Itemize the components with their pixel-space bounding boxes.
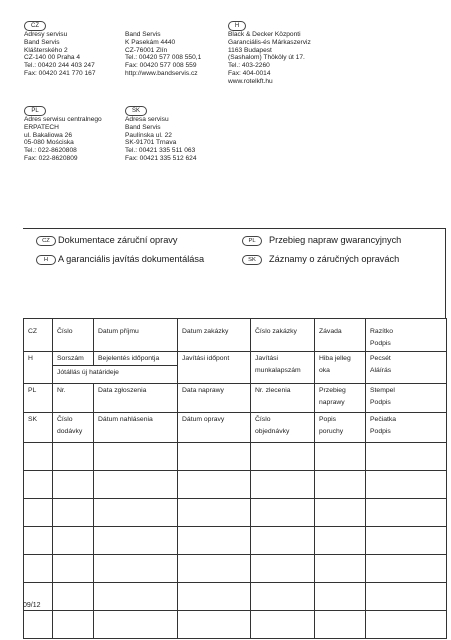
address-line: ERPATECH <box>24 123 59 131</box>
table-cell-empty <box>366 583 447 611</box>
table-cell-empty <box>315 527 366 555</box>
address-line: K Pasekám 4440 <box>125 38 176 46</box>
table-row-empty <box>24 555 447 583</box>
cell-line: Javítási <box>255 355 279 362</box>
address-line: Tel.: 00420 577 008 550,1 <box>125 54 202 62</box>
cell-header: Dátum nahlásenia <box>94 413 178 443</box>
empty-rows <box>24 443 447 639</box>
address-line: Tel.: 00421 335 511 063 <box>125 147 196 155</box>
cell-header <box>366 384 447 413</box>
table-cell-empty <box>251 611 315 639</box>
heading-cz: Dokumentace záruční opravy <box>58 235 178 245</box>
address-line: 05-080 Mościska <box>24 139 74 147</box>
cell-header <box>315 413 366 443</box>
cell-header <box>315 384 366 413</box>
table-cell-empty <box>178 611 251 639</box>
cell-line: Podpis <box>370 340 391 347</box>
cell-line: Przebieg <box>319 387 346 394</box>
table-cell-empty <box>94 499 178 527</box>
cell-h-span <box>53 352 178 384</box>
table-cell-empty <box>366 611 447 639</box>
lang-badge-sk: SK <box>125 106 147 116</box>
heading-sk: Záznamy o záručných opravách <box>269 254 400 264</box>
address-line: Fax: 00421 335 512 624 <box>125 154 197 162</box>
address-cz-zlin <box>125 31 201 78</box>
address-pl <box>24 116 102 163</box>
table-row-pl <box>24 384 447 413</box>
cell-line: dodávky <box>57 428 83 435</box>
table-row-sk <box>24 413 447 443</box>
table-cell-empty <box>315 583 366 611</box>
cell-header: Data zgłoszenia <box>94 384 178 413</box>
address-line: Tel.: 403-2260 <box>228 62 270 70</box>
address-line: Adresa servisu <box>125 116 169 123</box>
cell-header: Data naprawy <box>178 384 251 413</box>
heading-badge-cz: CZ <box>36 236 56 246</box>
heading-badge-h: H <box>36 255 56 265</box>
address-sk <box>125 116 197 163</box>
cell-header <box>251 352 315 384</box>
cell-line: Číslo <box>57 416 73 423</box>
address-line: Fax: 00420 241 770 167 <box>24 69 96 77</box>
cell-line: Pečiatka <box>370 416 397 423</box>
cell-line: Číslo <box>255 416 271 423</box>
table-cell-empty <box>94 555 178 583</box>
table-cell-empty <box>251 555 315 583</box>
table-row-h <box>24 352 447 384</box>
table-cell-empty <box>94 443 178 471</box>
cell-header: Datum příjmu <box>94 319 178 352</box>
cell-header: Dátum opravy <box>178 413 251 443</box>
table-row-empty <box>24 471 447 499</box>
heading-badge-pl: PL <box>242 236 262 246</box>
lang-badge-pl: PL <box>24 106 46 116</box>
table-cell-empty <box>94 583 178 611</box>
table-cell-empty <box>24 499 53 527</box>
cell-header <box>366 352 447 384</box>
cell-line: munkalapszám <box>255 367 301 374</box>
address-line: Fax: 022-8620809 <box>24 154 78 162</box>
heading-h: A garanciális javítás dokumentálása <box>58 254 205 264</box>
address-line: Band Servis <box>125 123 161 131</box>
cell-line: Popis <box>319 416 337 423</box>
table-cell-empty <box>178 555 251 583</box>
table-cell-empty <box>53 555 94 583</box>
cell-lang: H <box>24 352 53 384</box>
heading-pl: Przebieg napraw gwarancyjnych <box>269 235 402 245</box>
address-line: Adresy servisu <box>24 31 68 38</box>
address-line: Fax: 00420 577 008 559 <box>125 62 197 70</box>
cell-line: objednávky <box>255 428 290 435</box>
table-row-empty <box>24 443 447 471</box>
cell-header: Číslo <box>53 319 94 352</box>
page-code: 09/12 <box>23 602 41 609</box>
table-cell-empty <box>53 611 94 639</box>
table-cell-empty <box>366 527 447 555</box>
cell-header <box>315 352 366 384</box>
address-line: CZ-76001 Zlín <box>125 46 168 54</box>
cell-line: naprawy <box>319 399 345 406</box>
address-line: Klášterského 2 <box>24 46 68 54</box>
address-line: Black & Decker Központi <box>228 31 301 38</box>
cell-header <box>366 413 447 443</box>
cell-line: Podpis <box>370 399 391 406</box>
table-cell-empty <box>178 499 251 527</box>
table-cell-empty <box>315 555 366 583</box>
table-cell-empty <box>178 471 251 499</box>
table-cell-empty <box>94 471 178 499</box>
cell-header <box>251 413 315 443</box>
table-cell-empty <box>178 443 251 471</box>
cell-header: Nr. <box>53 384 94 413</box>
table-cell-empty <box>24 443 53 471</box>
table-cell-empty <box>366 499 447 527</box>
table-cell-empty <box>251 443 315 471</box>
cell-header <box>53 413 94 443</box>
address-line: http://www.bandservis.cz <box>125 69 198 77</box>
table-cell-empty <box>251 583 315 611</box>
address-line: ul. Bakaliowa 26 <box>24 131 73 139</box>
address-line: Adres serwisu centralnego <box>24 116 102 123</box>
table-cell-empty <box>315 611 366 639</box>
cell-header: Číslo zakázky <box>251 319 315 352</box>
table-cell-empty <box>53 443 94 471</box>
table-cell-empty <box>251 471 315 499</box>
cell-line: Pecsét <box>370 355 391 362</box>
cell-header: Bejelentés időpontja <box>98 355 160 362</box>
cell-lang: PL <box>24 384 53 413</box>
cell-h-split <box>57 353 173 365</box>
table-cell-empty <box>366 471 447 499</box>
cell-line: Stempel <box>370 387 395 394</box>
table-row-empty <box>24 499 447 527</box>
cell-line: Razítko <box>370 328 394 335</box>
address-h-budapest <box>228 31 311 86</box>
lang-badge-cz: CZ <box>24 21 46 31</box>
address-line: 1163 Budapest <box>228 46 272 54</box>
table-cell-empty <box>53 499 94 527</box>
address-line: Paulínska ul. 22 <box>125 131 172 139</box>
table-cell-empty <box>315 443 366 471</box>
cell-lang: SK <box>24 413 53 443</box>
cell-line: oka <box>319 367 330 374</box>
table-cell-empty <box>315 471 366 499</box>
table-cell-empty <box>178 583 251 611</box>
address-cz-prague <box>24 31 96 78</box>
table-cell-empty <box>24 471 53 499</box>
table-row-empty <box>24 583 447 611</box>
lang-badge-h: H <box>228 21 246 31</box>
table-row-cz <box>24 319 447 352</box>
address-line: CZ-140 00 Praha 4 <box>24 54 81 62</box>
cell-header: Jótállás új határideje <box>53 365 177 379</box>
address-line: Tel.: 022-8620808 <box>24 147 77 155</box>
cell-lang: CZ <box>24 319 53 352</box>
cell-header: Závada <box>315 319 366 352</box>
cell-header <box>366 319 447 352</box>
table-cell-empty <box>251 527 315 555</box>
address-line: Fax: 404-0014 <box>228 69 271 77</box>
table-cell-empty <box>53 471 94 499</box>
cell-line: poruchy <box>319 428 344 435</box>
table-row-empty <box>24 611 447 639</box>
table-cell-empty <box>24 611 53 639</box>
cell-header: Sorszám <box>53 352 94 365</box>
table-cell-empty <box>24 555 53 583</box>
address-line: (Sashalom) Thököly út 17. <box>228 54 305 62</box>
cell-line: Hiba jelleg <box>319 355 351 362</box>
address-line: Band Servis <box>125 31 161 38</box>
cell-header: Nr. zlecenia <box>251 384 315 413</box>
address-line: SK-91701 Trnava <box>125 139 177 147</box>
address-line: Garanciális-és Márkaszerviz <box>228 38 311 46</box>
table-cell-empty <box>251 499 315 527</box>
table-cell-empty <box>366 555 447 583</box>
cell-line: Podpis <box>370 428 391 435</box>
table-cell-empty <box>53 583 94 611</box>
repair-record-table <box>23 318 447 639</box>
cell-line: Aláírás <box>370 367 392 374</box>
address-line: www.rotelkft.hu <box>228 77 273 85</box>
table-cell-empty <box>94 611 178 639</box>
address-line: Band Servis <box>24 38 60 46</box>
table-cell-empty <box>178 527 251 555</box>
table-cell-empty <box>24 527 53 555</box>
table-cell-empty <box>315 499 366 527</box>
table-row-empty <box>24 527 447 555</box>
cell-header: Datum zakázky <box>178 319 251 352</box>
table-cell-empty <box>53 527 94 555</box>
heading-badge-sk: SK <box>242 255 262 265</box>
address-line: Tel.: 00420 244 403 247 <box>24 62 95 70</box>
table-cell-empty <box>366 443 447 471</box>
cell-header: Javítási időpont <box>178 352 251 384</box>
table-cell-empty <box>94 527 178 555</box>
